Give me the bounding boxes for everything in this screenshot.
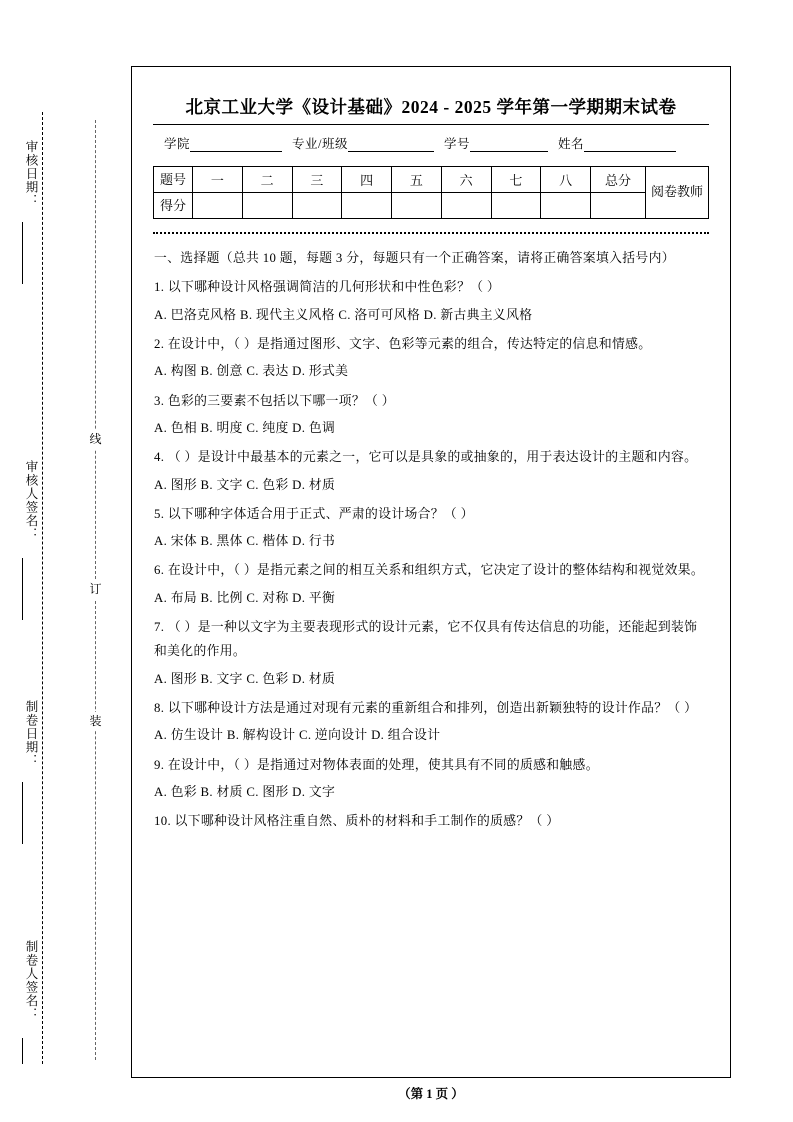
margin-label-printing-date: 制卷日期： [24,700,38,768]
info-blank-student-id[interactable] [470,138,548,152]
info-blank-name[interactable] [584,138,676,152]
score-cell-8[interactable] [541,193,591,219]
margin-blank-printer-signature [22,1038,23,1064]
margin-label-review-date: 审核日期： [24,140,38,208]
question-5-options: A. 宋体 B. 黑体 C. 楷体 D. 行书 [154,534,336,549]
score-col-2: 二 [242,167,292,193]
page-title: 北京工业大学《设计基础》2024 - 2025 学年第一学期期末试卷 [185,97,677,117]
score-cell-7[interactable] [491,193,541,219]
score-col-5: 五 [392,167,442,193]
score-cell-1[interactable] [193,193,243,219]
score-col-6: 六 [441,167,491,193]
question-7-stem: 7. （ ）是一种以文字为主要表现形式的设计元素，它不仅具有传达信息的功能，还能起到装饰和美化的作用。 [154,620,698,659]
score-cell-5[interactable] [392,193,442,219]
score-col-total: 总分 [591,167,646,193]
score-col-3: 三 [292,167,342,193]
score-cell-total[interactable] [591,193,646,219]
score-col-1: 一 [193,167,243,193]
question-3-stem: 3. 色彩的三要素不包括以下哪一项？（ ） [154,393,395,408]
question-9-stem: 9. 在设计中，（ ）是指通过对物体表面的处理，使其具有不同的质感和触感。 [154,757,599,772]
title-underline-rule [153,124,709,125]
question-2-options: A. 构图 B. 创意 C. 表达 D. 形式美 [154,364,349,379]
question-1-options: A. 巴洛克风格 B. 现代主义风格 C. 洛可可风格 D. 新古典主义风格 [154,307,533,322]
margin-label-reviewer-signature: 审核人签名： [24,460,38,541]
table-row-scores [154,193,709,219]
info-field-college [164,134,282,152]
seal-char-line: 线 [89,430,102,449]
question-8-stem: 8. 以下哪种设计方法是通过对现有元素的重新组合和排列，创造出新颖独特的设计作品？（ ） [154,701,698,715]
info-field-name [558,134,676,152]
question-8-options: A. 仿生设计 B. 解构设计 C. 逆向设计 D. 组合设计 [154,728,441,743]
margin-blank-reviewer-signature [22,558,23,620]
question-3-options: A. 色相 B. 明度 C. 纯度 D. 色调 [154,420,336,435]
page-number: （第 1 页 ） [398,1087,464,1101]
question-10-stem: 10. 以下哪种设计风格注重自然、质朴的材料和手工制作的质感？（ ） [154,814,560,829]
section-heading-multiple-choice: 一、选择题（总共 10 题，每题 3 分，每题只有一个正确答案，请将正确答案填入括号内） [154,251,675,265]
score-col-8: 八 [541,167,591,193]
info-blank-college[interactable] [190,138,282,152]
info-label-name: 姓名 [558,137,585,151]
seal-char-binding: 订 [89,580,102,599]
questions-section [146,246,716,834]
score-table [153,166,709,219]
table-row-question-numbers [154,167,709,193]
score-col-4: 四 [342,167,392,193]
margin-label-printer-signature: 制卷人签名： [24,940,38,1021]
score-row-label-score: 得分 [154,193,193,219]
info-label-major-class: 专业/班级 [292,137,348,151]
question-4-options: A. 图形 B. 文字 C. 色彩 D. 材质 [154,477,336,492]
score-cell-4[interactable] [342,193,392,219]
score-col-teacher: 阅卷教师 [646,167,709,219]
margin-blank-review-date [22,222,23,284]
score-col-7: 七 [491,167,541,193]
info-label-college: 学院 [164,137,191,151]
info-field-major-class [292,134,434,152]
question-7-options: A. 图形 B. 文字 C. 色彩 D. 材质 [154,671,336,686]
score-cell-2[interactable] [242,193,292,219]
dotted-separator [153,232,709,234]
question-6-stem: 6. 在设计中，（ ）是指元素之间的相互关系和组织方式，它决定了设计的整体结构和视觉效果。 [154,563,705,578]
info-field-student-id [444,134,548,152]
exam-paper-content [146,80,716,834]
question-9-options: A. 色彩 B. 材质 C. 图形 D. 文字 [154,784,336,799]
question-2-stem: 2. 在设计中，（ ）是指通过图形、文字、色彩等元素的组合，传达特定的信息和情感。 [154,336,652,351]
question-5-stem: 5. 以下哪种字体适合用于正式、严肃的设计场合？（ ） [154,506,474,521]
info-blank-major-class[interactable] [348,138,434,152]
info-label-student-id: 学号 [444,137,471,151]
student-info-line [146,134,716,152]
question-6-options: A. 布局 B. 比例 C. 对称 D. 平衡 [154,590,336,605]
question-1-stem: 1. 以下哪种设计风格强调简洁的几何形状和中性色彩？（ ） [154,280,501,295]
margin-blank-printing-date [22,782,23,844]
score-cell-6[interactable] [441,193,491,219]
left-margin-strip [0,0,120,1122]
score-cell-3[interactable] [292,193,342,219]
question-4-stem: 4. （ ）是设计中最基本的元素之一，它可以是具象的或抽象的，用于表达设计的主题和内容。 [154,450,698,465]
margin-divider-line [42,112,43,1064]
score-row-label-question-no: 题号 [154,167,193,193]
seal-char-seal: 装 [89,712,102,731]
